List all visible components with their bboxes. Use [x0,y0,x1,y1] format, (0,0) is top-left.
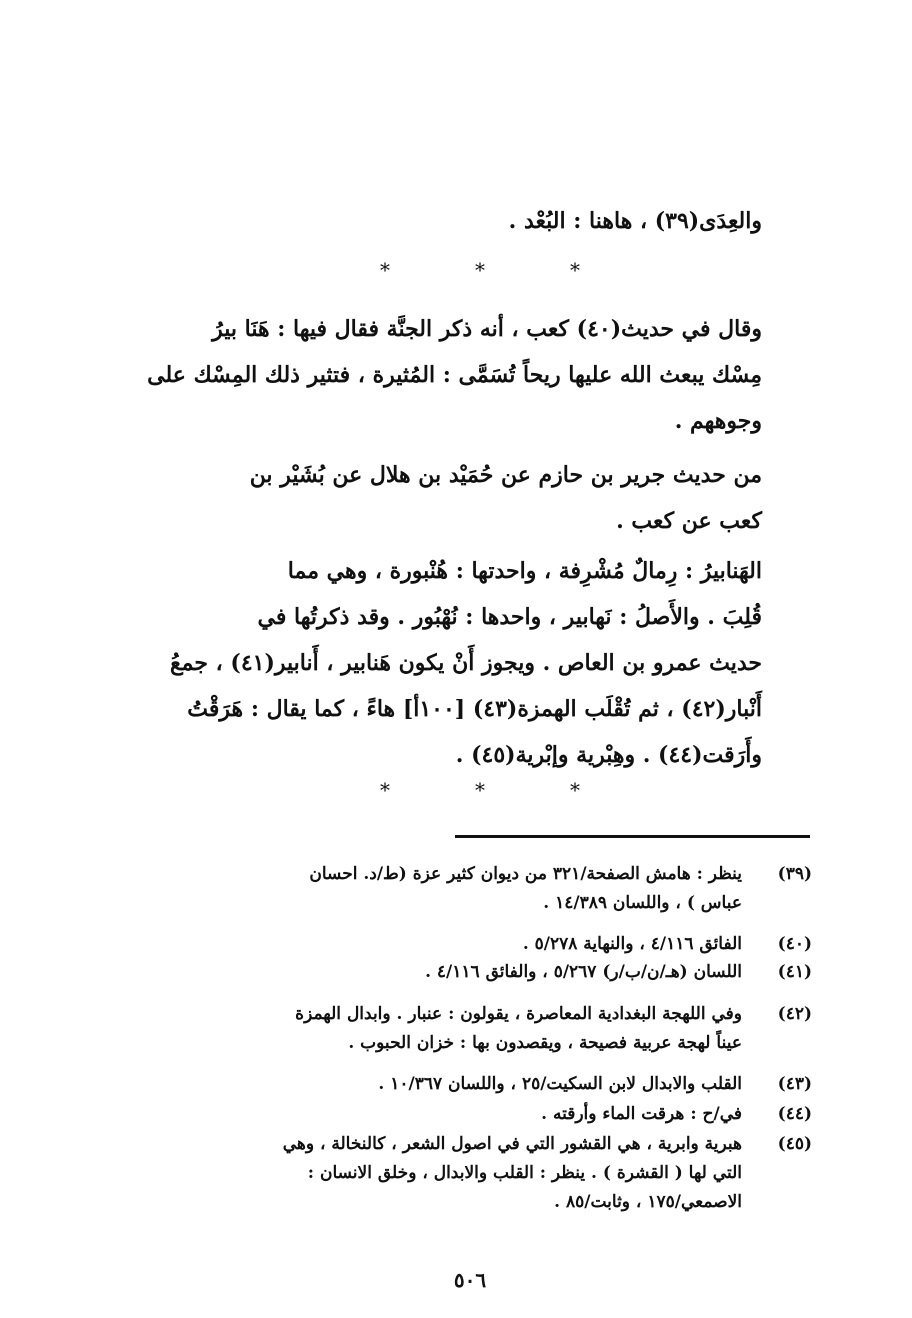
star-icon: * [380,778,390,802]
text-line: حديث عمرو بن العاص . ويجوز أَنْ يكون هَنابير ، أَنابير(٤١) ، جمعُ [169,650,762,676]
paragraph-kaab-hadith [102,306,762,444]
footnote-44 [102,1100,812,1129]
text-line: قُلِبَ . والأَصلُ : نَهابير ، واحدها : نُهْبُور . وقد ذكرتُها في [257,604,762,630]
text-line: الهَنابيرُ : رِمالٌ مُشْرِفة ، واحدتها : هُنْبورة ، وهي مما [287,558,762,584]
footnote-41 [102,958,812,987]
footnote-line: الفائق ٤/١١٦ ، والنهاية ٥/٢٧٨ . [522,934,742,954]
star-icon: * [380,258,390,282]
footnote-line: وفي اللهجة البغدادية المعاصرة ، يقولون : عنبار . وابدال الهمزة [295,1004,742,1024]
footnote-line: القلب والابدال لابن السكيت/٢٥ ، واللسان ١٠/٣٦٧ . [378,1074,742,1094]
section-separator-2 [380,778,580,802]
footnote-number: (٤٣) [777,1074,812,1094]
text-line: كعب عن كعب . [616,508,762,534]
section-separator-1 [380,258,580,282]
text-line: وقال في حديث(٤٠) كعب ، أنه ذكر الجنَّة فقال فيها : هَنَا بيرُ [212,316,762,342]
footnote-line: الاصمعي/١٧٥ ، وثابت/٨٥ . [554,1192,742,1212]
footnote-45 [102,1130,812,1217]
footnote-line: التي لها ( القشرة ) . ينظر : القلب والابدال ، وخلق الانسان : [307,1163,742,1183]
footnote-43 [102,1070,812,1099]
footnote-40 [102,930,812,959]
text-line: وأَرَقت(٤٤) . وهِبْرية وإبْرية(٤٥) . [455,742,762,768]
star-icon: * [570,778,580,802]
text-line: وجوههم . [674,408,762,434]
footnote-number: (٤٢) [777,1004,812,1024]
paragraph-isnad [102,452,762,544]
footnote-number: (٤٥) [777,1134,812,1154]
footnote-line: هبرية وابرية ، هي القشور التي في اصول الشعر ، كالنخالة ، وهي [282,1134,742,1154]
star-icon: * [570,258,580,282]
footnote-number: (٤٤) [777,1104,812,1124]
footnote-number: (٤١) [777,962,812,982]
footnote-line: ينظر : هامش الصفحة/٣٢١ من ديوان كثير عزة (ط/د. احسان [309,864,742,884]
footnote-line: عباس ) ، واللسان ١٤/٣٨٩ . [543,893,742,913]
text-line: أَنْبار(٤٢) ، ثم تُقْلَب الهمزة(٤٣) [١٠٠أ] هاءً ، كما يقال : هَرَقْتُ [187,696,762,722]
footnote-39 [102,860,812,918]
footnote-number: (٤٠) [777,934,812,954]
footnote-divider [455,835,810,838]
footnote-line: في/ح : هرقت الماء وأرقته . [541,1104,742,1124]
paragraph-hanabir-explanation [102,548,762,778]
footnote-number: (٣٩) [777,864,812,884]
text-line: مِسْك يبعث الله عليها ريحاً تُسَمَّى : المُثيرة ، فتثير ذلك المِسْك على [147,362,762,388]
star-icon: * [475,778,485,802]
body-line-1 [102,198,762,244]
footnote-line: عيناً لهجة عربية فصيحة ، ويقصدون بها : خزان الحبوب . [348,1033,742,1053]
star-icon: * [475,258,485,282]
text-line: من حديث جرير بن حازم عن حُمَيْد بن هلال عن بُشَيْر بن [249,462,762,488]
footnote-42 [102,1000,812,1058]
page-number: ٥٠٦ [453,1268,487,1292]
footnote-line: اللسان (هـ/ن/ب/ر) ٥/٢٦٧ ، والفائق ٤/١١٦ . [425,962,742,982]
text-line: والعِدَى(٣٩) ، هاهنا : البُعْد . [508,208,762,234]
